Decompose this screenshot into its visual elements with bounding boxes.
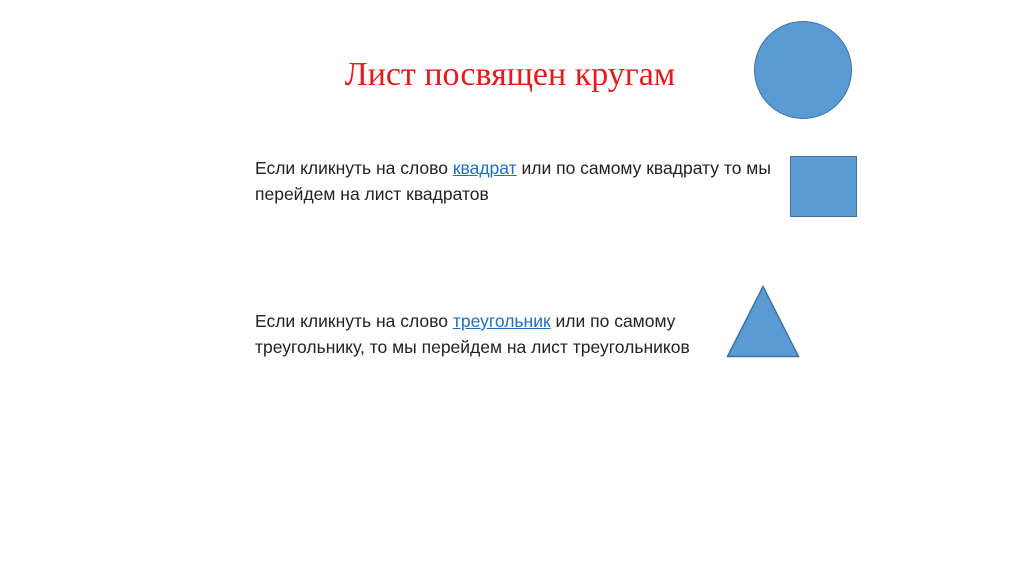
square-link[interactable]: квадрат bbox=[452, 158, 517, 178]
square-text-before: Если кликнуть на слово bbox=[255, 158, 453, 178]
triangle-shape[interactable] bbox=[726, 285, 800, 358]
slide-title: Лист посвящен кругам bbox=[344, 56, 676, 93]
triangle-link[interactable]: треугольник bbox=[452, 311, 551, 331]
triangle-text-before: Если кликнуть на слово bbox=[255, 311, 453, 331]
square-shape[interactable] bbox=[790, 156, 857, 217]
circle-shape[interactable] bbox=[754, 21, 852, 119]
square-paragraph bbox=[255, 155, 785, 207]
square-text-after: или по самому квадрату то мы перейдем на лист квадратов bbox=[255, 158, 771, 204]
triangle-paragraph bbox=[255, 308, 715, 360]
triangle-text-after: или по самому треугольнику, то мы перейдем на лист треугольников bbox=[255, 311, 690, 357]
